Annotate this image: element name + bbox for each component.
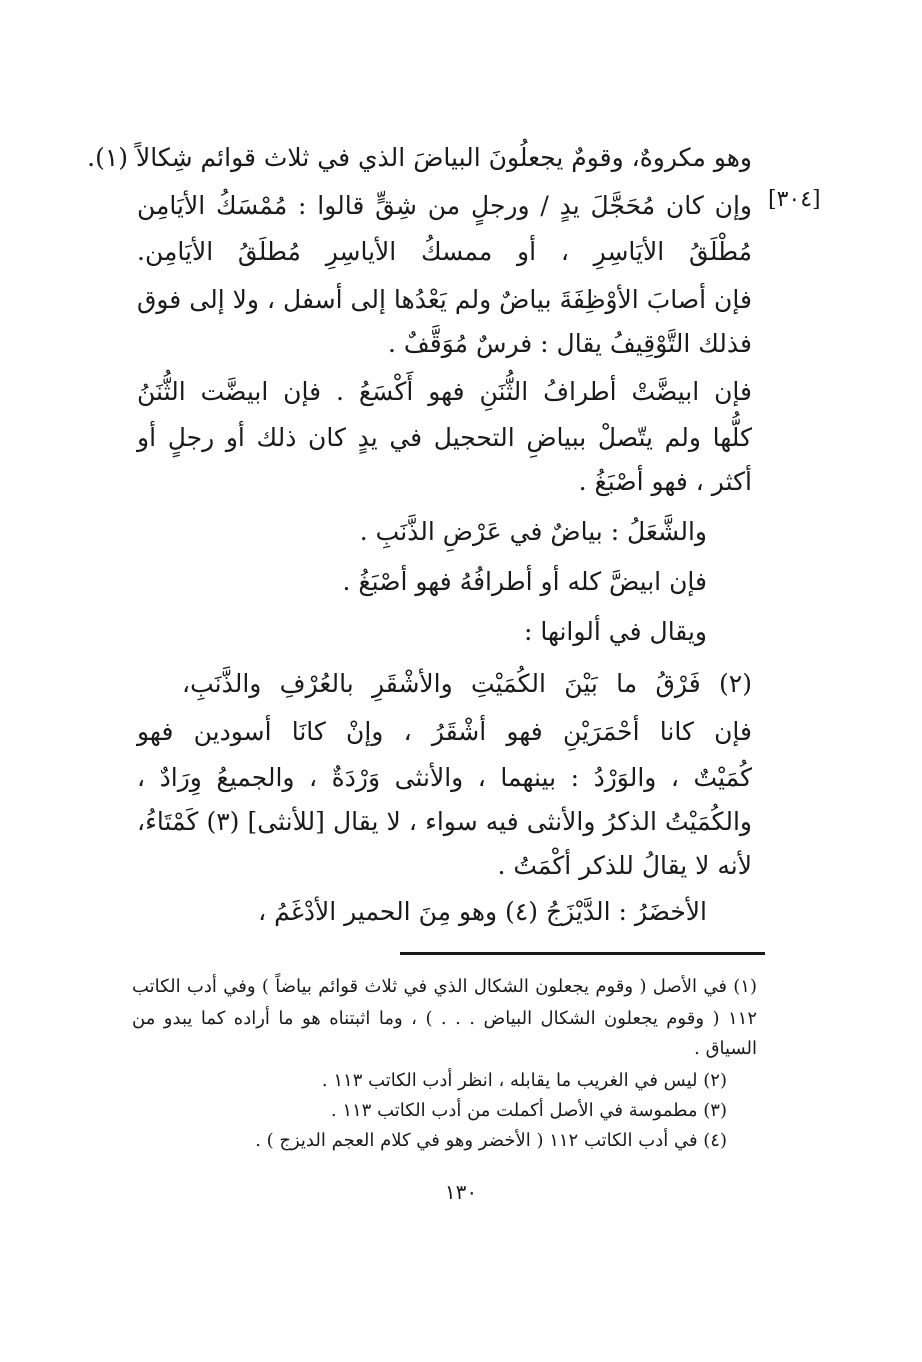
footnote-separator xyxy=(400,952,765,955)
body-line: فإن ابيضَّتْ أطرافُ الثُّنَنِ فهو أَكْسَعُ . فإن ابيضَّت الثُّنَنُ xyxy=(137,377,752,406)
body-line: فإن ابيضَّ كله أو أطرافُهُ فهو أصْبَغُ . xyxy=(342,567,707,596)
footnote-line: (١) في الأصل ( وقوم يجعلون الشكال الذي في ثلاث قوائم بياضاً ) وفي أدب الكاتب xyxy=(132,976,757,997)
margin-page-reference: [٣٠٤] xyxy=(768,187,821,212)
body-line: والكُمَيْتُ الذكرُ والأنثى فيه سواء ، لا يقال [للأنثى] (٣) كَمْتَاءُ، xyxy=(137,807,752,836)
body-line: ويقال في ألوانها : xyxy=(523,617,707,646)
body-line: فذلك التَّوْقِيفُ يقال : فرسٌ مُوَقَّفٌ . xyxy=(388,329,752,358)
body-line: كلُّها ولم يتّصلْ ببياضِ التحجيل في يدٍ كان ذلك أو رجلٍ أو xyxy=(137,423,752,452)
body-line: وإن كان مُحَجَّلَ يدٍ / ورجلٍ من شِقٍّ قالوا : مُمْسَكُ الأيَامِن xyxy=(137,191,752,220)
body-line: كُمَيْتٌ ، والوَرْدُ : بينهما ، والأنثى وَرْدَةٌ ، والجميعُ وِرَادٌ ، xyxy=(137,763,752,792)
footnote-line: (٢) ليس في الغريب ما يقابله ، انظر أدب الكاتب ١١٣ . xyxy=(321,1070,727,1091)
body-line: وهو مكروهٌ، وقومٌ يجعلُونَ البياضَ الذي في ثلاث قوائم شِكالاً (١). xyxy=(87,143,752,172)
body-line: والشَّعَلُ : بياضٌ في عَرْضِ الذَّنَبِ . xyxy=(359,517,707,546)
body-line: فإن أصابَ الأوْظِفَةَ بياضٌ ولم يَعْدُها إلى أسفل ، ولا إلى فوق xyxy=(137,285,752,314)
footnote-line: السياق . xyxy=(694,1038,757,1059)
body-line: فإن كانا أحْمَرَيْنِ فهو أشْقَرُ ، وإنْ كانَا أسودين فهو xyxy=(137,717,752,746)
body-line: أكثر ، فهو أصْبَغُ . xyxy=(578,467,752,496)
footnote-line: (٣) مطموسة في الأصل أكملت من أدب الكاتب ١١٣ . xyxy=(330,1100,727,1121)
body-line: مُطْلَقُ الأيَاسِرِ ، أو ممسكُ الأياسِرِ مُطلَقُ الأيَامِن. xyxy=(137,237,752,266)
body-line: (٢) فَرْقُ ما بَيْنَ الكُمَيْتِ والأشْقَرِ بالعُرْفِ والذَّنَبِ، xyxy=(182,669,752,698)
page-number: ١٣٠ xyxy=(444,1180,478,1204)
footnote-line: (٤) في أدب الكاتب ١١٢ ( الأخضر وهو في كلام العجم الديزج ) . xyxy=(255,1130,727,1151)
body-line: الأخضَرُ : الدَّيْزَجُ (٤) وهو مِنَ الحمير الأدْغَمُ ، xyxy=(258,897,707,926)
footnote-line: ١١٢ ( وقوم يجعلون الشكال البياض . . . ) ، وما اثبتناه هو ما أراده كما يبدو من xyxy=(132,1008,757,1029)
body-line: لأنه لا يقالُ للذكر أكْمَتُ . xyxy=(497,851,752,880)
